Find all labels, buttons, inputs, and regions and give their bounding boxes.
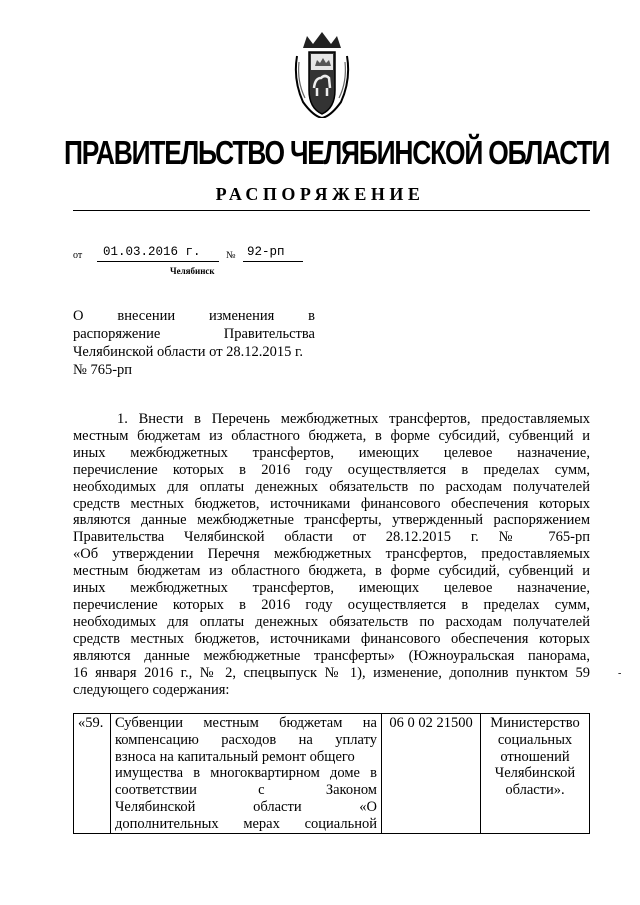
body-line: необходимых для оплаты денежных обязательств по расходам получателей — [73, 613, 590, 630]
date-prefix: от — [73, 250, 83, 261]
body-line: необходимых для оплаты денежных обязательств по расходам получателей — [73, 478, 590, 495]
ministry-line: Челябинской — [494, 765, 576, 782]
item-name-line: соответствии с Законом — [115, 782, 377, 799]
chelyabinsk-coat-of-arms-icon — [289, 30, 355, 118]
body-line: 16 января 2016 г., № 2, спецвыпуск № 1), изменение, дополнив пунктом 59 — [73, 664, 590, 681]
body-line: иных межбюджетных трансфертов, имеющих целевое назначение, — [73, 444, 590, 461]
item-name-line: дополнительных мерах социальной — [115, 815, 377, 832]
item-name — [111, 714, 382, 834]
body-paragraph — [73, 411, 590, 698]
body-line: местным бюджетам из областного бюджета, в форме субсидий, субвенций и — [73, 563, 590, 580]
body-line: Правительства Челябинской области от 28.12.2015 г. № 765-рп — [73, 529, 590, 546]
body-line: перечисление которых в 2016 году осуществляется в пределах сумм, — [73, 596, 590, 613]
number-prefix: № — [226, 250, 236, 261]
document-number: 92-рп — [243, 245, 303, 262]
document-subject — [73, 307, 315, 379]
body-line: местным бюджетам из областного бюджета, в форме субсидий, субвенций и — [73, 427, 590, 444]
body-line: иных межбюджетных трансфертов, имеющих целевое назначение, — [73, 580, 590, 597]
document-date: 01.03.2016 г. — [97, 245, 219, 262]
header-divider — [73, 210, 590, 211]
body-line: следующего содержания: — [73, 681, 230, 698]
city-name: Челябинск — [170, 266, 215, 276]
body-line: 1. Внести в Перечень межбюджетных трансфертов, предоставляемых — [117, 411, 590, 427]
government-title: ПРАВИТЕЛЬСТВО ЧЕЛЯБИНСКОЙ ОБЛАСТИ — [64, 134, 610, 171]
item-name-line: имущества в многоквартирном доме в — [115, 765, 377, 782]
body-line: «Об утверждении Перечня межбюджетных трансфертов, предоставляемых — [73, 546, 590, 563]
subject-line: № 765-рп — [73, 362, 133, 378]
ministry-line: Министерство — [490, 715, 580, 731]
body-line: являются данные межбюджетные трансферты, утвержденный распоряжением — [73, 512, 590, 529]
body-line: перечисление которых в 2016 году осуществляется в пределах сумм, — [73, 461, 590, 478]
responsible-ministry — [481, 714, 590, 834]
budget-code: 06 0 02 21500 — [382, 714, 481, 834]
subject-line: О внесении изменения в — [73, 308, 315, 324]
body-line: средств местных бюджетов, источниками финансового обеспечения которых — [73, 630, 590, 647]
margin-mark: - — [618, 668, 622, 679]
item-name-line: взноса на капитальный ремонт общего — [115, 748, 355, 765]
ministry-line: социальных — [497, 731, 573, 748]
coat-of-arms-emblem — [289, 30, 355, 118]
item-name-line: Челябинской области «О — [115, 798, 377, 815]
item-name-line: Субвенции местным бюджетам на — [115, 715, 377, 731]
transfers-table — [73, 713, 590, 834]
item-name-line: компенсацию расходов на уплату — [115, 731, 377, 748]
subject-line: распоряжение Правительства — [73, 326, 315, 342]
body-line: являются данные межбюджетные трансферты» (Южноуральская панорама, — [73, 647, 590, 664]
ministry-line: области». — [505, 782, 565, 799]
ministry-line: отношений — [500, 748, 570, 765]
body-line: средств местных бюджетов, источниками финансового обеспечения которых — [73, 495, 590, 512]
table-row — [74, 714, 590, 834]
subject-line: Челябинской области от 28.12.2015 г. — [73, 344, 303, 360]
document-type: РАСПОРЯЖЕНИЕ — [215, 184, 425, 204]
item-number: «59. — [74, 714, 111, 834]
